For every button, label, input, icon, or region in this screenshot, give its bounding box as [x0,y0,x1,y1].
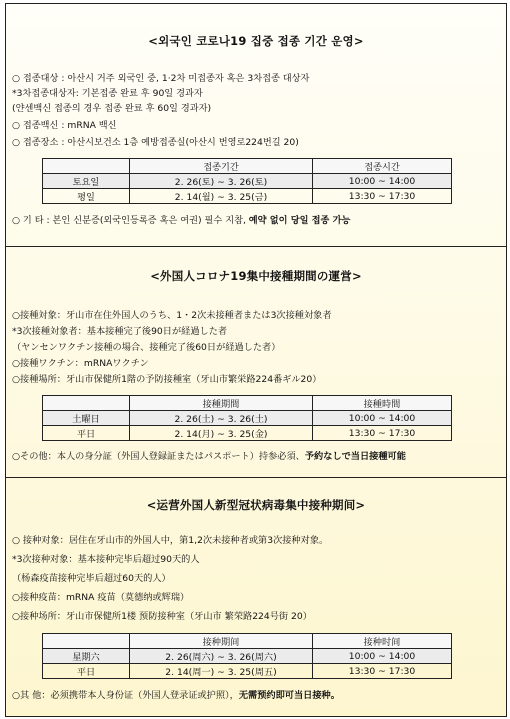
japanese-other-highlight: 予約なしで当日接種可能 [304,451,406,462]
table-header-cell [43,634,130,649]
table-cell: 2. 26(周六) ~ 3. 26(周六) [130,649,313,664]
japanese-other-text: ○その他：本人の身分証（外国人登録証またはパスポート）持参必須、 [12,451,305,462]
chinese-other-highlight: 无需预约即可当日接种。 [238,690,340,701]
japanese-line-vaccine: ○接種ワクチン：mRNAワクチン [12,358,149,369]
table-row [43,411,452,426]
table-header-cell: 접종시간 [313,159,452,174]
table-header-cell: 접종기간 [130,159,313,174]
table-header-cell [43,396,130,411]
chinese-line-3rd-dose: *3次接种对象：基本接种完毕后超过90天的人 [12,554,200,565]
japanese-line-other [12,450,406,463]
table-cell: 13:30 ~ 17:30 [313,426,452,441]
table-header-cell: 接種期間 [130,396,313,411]
chinese-line-location: ○接种场所：牙山市保健所1楼 预防接种室（牙山市 繁荣路224号街 20） [12,611,312,622]
korean-line-vaccine: ○ 접종백신 : mRNA 백신 [12,120,117,131]
table-header-cell: 接种期间 [130,634,313,649]
table-row [43,174,452,189]
korean-title: <외국인 코로나19 집중 접종 기간 운영> [148,34,364,48]
korean-section [6,4,506,244]
chinese-line-janssen: （杨森疫苗接种完毕后超过60天的人） [12,573,171,584]
chinese-line-vaccine: ○接种疫苗：mRNA 疫苗（莫德纳或辉瑞） [12,592,190,603]
table-header-cell [43,159,130,174]
chinese-line-other [12,689,340,702]
chinese-schedule-table [42,633,452,679]
table-cell: 平日 [43,426,130,441]
korean-line-other [12,214,350,227]
table-cell: 10:00 ~ 14:00 [313,649,452,664]
table-cell: 2. 14(월) ~ 3. 25(금) [130,189,313,204]
korean-line-target: ○ 접종대상 : 아산시 거주 외국인 중, 1·2차 미접종자 혹은 3차접종 대상자 [12,73,310,84]
korean-schedule-table [42,158,452,204]
notice-document [5,3,507,717]
table-cell: 2. 14(周一) ~ 3. 25(周五) [130,664,313,679]
table-row [43,664,452,679]
japanese-schedule-table [42,395,452,441]
chinese-other-text: ○其 他：必须携带本人身份证（外国人登录证或护照）， [12,690,239,701]
table-cell: 星期六 [43,649,130,664]
korean-other-highlight: 예약 없이 당일 접종 가능 [248,215,351,226]
japanese-line-location: ○接種場所：牙山市保健所1階の予防接種室（牙山市繁栄路224番ギル20） [12,374,322,385]
table-cell: 13:30 ~ 17:30 [313,189,452,204]
table-cell: 10:00 ~ 14:00 [313,174,452,189]
table-cell: 10:00 ~ 14:00 [313,411,452,426]
korean-line-3rd-dose: *3차접종대상자: 기본접종 완료 후 90일 경과자 [12,88,203,99]
table-header-row [43,396,452,411]
chinese-title: <运营外国人新型冠状病毒集中接种期间> [146,498,366,512]
japanese-line-3rd-dose: *3次接種対象者：基本接種完了後90日が経過した者 [12,326,228,337]
chinese-section [6,478,506,716]
table-cell: 2. 14(月) ~ 3. 25(金) [130,426,313,441]
table-header-row [43,634,452,649]
table-cell: 2. 26(土) ~ 3. 26(土) [130,411,313,426]
table-header-cell: 接种时间 [313,634,452,649]
table-cell: 평일 [43,189,130,204]
table-row [43,189,452,204]
chinese-line-target: ○ 接种对象：居住在牙山市的外国人中，第1,2次未接种者或第3次接种对象。 [12,535,329,546]
japanese-line-target: ○接種対象：牙山市在住外国人のうち、1・2次未接種者または3次接種対象者 [12,310,332,321]
table-cell: 13:30 ~ 17:30 [313,664,452,679]
japanese-section [6,247,506,477]
table-cell: 土曜日 [43,411,130,426]
korean-line-location: ○ 접종장소 : 아산시보건소 1층 예방접종실(아산시 번영로224번길 20) [12,137,299,148]
table-header-cell: 接種時間 [313,396,452,411]
japanese-line-janssen: （ヤンセンワクチン接種の場合、接種完了後60日が経過した者） [12,342,281,353]
table-row [43,649,452,664]
table-cell: 토요일 [43,174,130,189]
japanese-title: <外国人コロナ19集中接種期間の運営> [150,269,362,283]
table-cell: 平日 [43,664,130,679]
korean-other-text: ○ 기 타 : 본인 신분증(외국인등록증 혹은 여권) 필수 지참, [12,215,249,226]
table-header-row [43,159,452,174]
korean-line-janssen: (얀센백신 접종의 경우 접종 완료 후 60일 경과자) [12,103,212,114]
table-row [43,426,452,441]
table-cell: 2. 26(토) ~ 3. 26(토) [130,174,313,189]
